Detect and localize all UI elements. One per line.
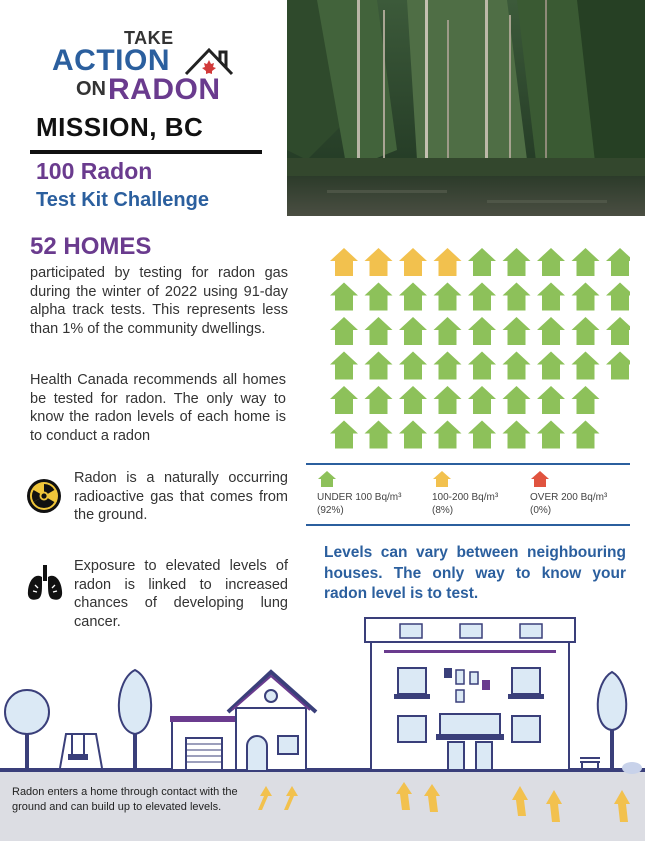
legend-over-200 bbox=[530, 470, 607, 517]
green-house-icon bbox=[537, 421, 565, 449]
levels-vary-text: Levels can vary between neighbouring houses. The only way to know your radon level is to test. bbox=[324, 544, 626, 602]
legend-100-200 bbox=[432, 470, 498, 517]
green-house-icon bbox=[503, 386, 531, 414]
green-house-icon bbox=[537, 386, 565, 414]
green-house-icon bbox=[330, 317, 358, 345]
legend-label: 100-200 Bq/m³ bbox=[432, 492, 499, 503]
yellow-house-icon bbox=[365, 248, 393, 276]
green-house-icon bbox=[365, 386, 393, 414]
green-house-icon bbox=[572, 248, 600, 276]
house-with-garage-icon bbox=[170, 672, 316, 770]
green-house-icon bbox=[434, 283, 462, 311]
green-house-icon bbox=[606, 317, 630, 345]
homes-count-heading: 52 HOMES bbox=[30, 233, 152, 260]
green-house-icon bbox=[399, 386, 427, 414]
green-house-icon bbox=[503, 283, 531, 311]
green-house-icon bbox=[572, 283, 600, 311]
bush-icon bbox=[622, 762, 642, 774]
yellow-house-icon bbox=[432, 470, 452, 488]
green-house-icon bbox=[365, 421, 393, 449]
green-house-icon bbox=[434, 317, 462, 345]
green-house-icon bbox=[468, 317, 496, 345]
city-underline bbox=[30, 150, 262, 154]
legend-bottom-rule bbox=[306, 524, 630, 526]
green-house-icon bbox=[434, 386, 462, 414]
participation-paragraph: participated by testing for radon gas during the winter of 2022 using 91-day alpha track tests. This represents less than 1% of the community dwellings. bbox=[30, 265, 288, 337]
lungs-icon bbox=[26, 563, 64, 603]
challenge-title-line2: Test Kit Challenge bbox=[36, 189, 209, 211]
green-house-icon bbox=[537, 352, 565, 380]
green-house-icon bbox=[572, 317, 600, 345]
tree-icon bbox=[5, 690, 49, 770]
forest-lake-photo bbox=[287, 0, 645, 216]
tree-icon bbox=[598, 672, 627, 770]
green-house-icon bbox=[468, 352, 496, 380]
green-house-icon bbox=[330, 352, 358, 380]
logo-radon-text: RADON bbox=[108, 73, 221, 106]
green-house-icon bbox=[537, 283, 565, 311]
legend-under-100 bbox=[317, 470, 401, 517]
yellow-house-icon bbox=[434, 248, 462, 276]
green-house-icon bbox=[399, 317, 427, 345]
green-house-icon bbox=[317, 470, 337, 488]
legend-percent: (92%) bbox=[317, 505, 344, 516]
green-house-icon bbox=[606, 248, 630, 276]
green-house-icon bbox=[606, 352, 630, 380]
green-house-icon bbox=[468, 421, 496, 449]
legend-percent: (0%) bbox=[530, 505, 552, 516]
green-house-icon bbox=[365, 283, 393, 311]
green-house-icon bbox=[503, 248, 531, 276]
green-house-icon bbox=[365, 352, 393, 380]
swing-set-icon bbox=[60, 734, 102, 768]
yellow-house-icon bbox=[330, 248, 358, 276]
green-house-icon bbox=[434, 421, 462, 449]
radon-fact-text: Radon is a naturally occurring radioactive gas that comes from the ground. bbox=[74, 470, 288, 523]
green-house-icon bbox=[468, 283, 496, 311]
green-house-icon bbox=[572, 421, 600, 449]
green-house-icon bbox=[399, 421, 427, 449]
apartment-building-icon bbox=[365, 618, 575, 770]
green-house-icon bbox=[330, 421, 358, 449]
green-house-icon bbox=[572, 386, 600, 414]
health-canada-paragraph: Health Canada recommends all homes be tested for radon. The only way to know the radon levels of each home is to conduct a radon bbox=[30, 372, 286, 444]
green-house-icon bbox=[330, 386, 358, 414]
logo-take-text: TAKE bbox=[124, 28, 174, 48]
legend-top-rule bbox=[306, 463, 630, 465]
green-house-icon bbox=[572, 352, 600, 380]
legend-label: UNDER 100 Bq/m³ bbox=[317, 492, 402, 503]
radiation-icon bbox=[26, 478, 62, 514]
legend-percent: (8%) bbox=[432, 505, 454, 516]
take-action-on-radon-logo bbox=[52, 28, 252, 108]
green-house-icon bbox=[468, 248, 496, 276]
green-house-icon bbox=[503, 352, 531, 380]
green-house-icon bbox=[537, 248, 565, 276]
challenge-title-line1: 100 Radon bbox=[36, 158, 153, 184]
green-house-icon bbox=[503, 421, 531, 449]
green-house-icon bbox=[537, 317, 565, 345]
radon-entry-caption: Radon enters a home through contact with the ground and can build up to elevated levels. bbox=[12, 786, 238, 813]
green-house-icon bbox=[503, 317, 531, 345]
lung-cancer-fact-text: Exposure to elevated levels of radon is linked to increased chances of developing lung cancer. bbox=[74, 558, 288, 630]
logo-on-text: ON bbox=[76, 78, 106, 100]
green-house-icon bbox=[399, 352, 427, 380]
logo-action-text: ACTION bbox=[52, 44, 170, 77]
green-house-icon bbox=[399, 283, 427, 311]
city-title: MISSION, BC bbox=[36, 112, 204, 142]
green-house-icon bbox=[330, 283, 358, 311]
green-house-icon bbox=[606, 283, 630, 311]
green-house-icon bbox=[365, 317, 393, 345]
red-house-icon bbox=[530, 470, 550, 488]
green-house-icon bbox=[434, 352, 462, 380]
green-house-icon bbox=[468, 386, 496, 414]
tested-homes-grid bbox=[310, 244, 630, 454]
legend-label: OVER 200 Bq/m³ bbox=[530, 492, 608, 503]
tree-icon bbox=[119, 670, 151, 770]
yellow-house-icon bbox=[399, 248, 427, 276]
